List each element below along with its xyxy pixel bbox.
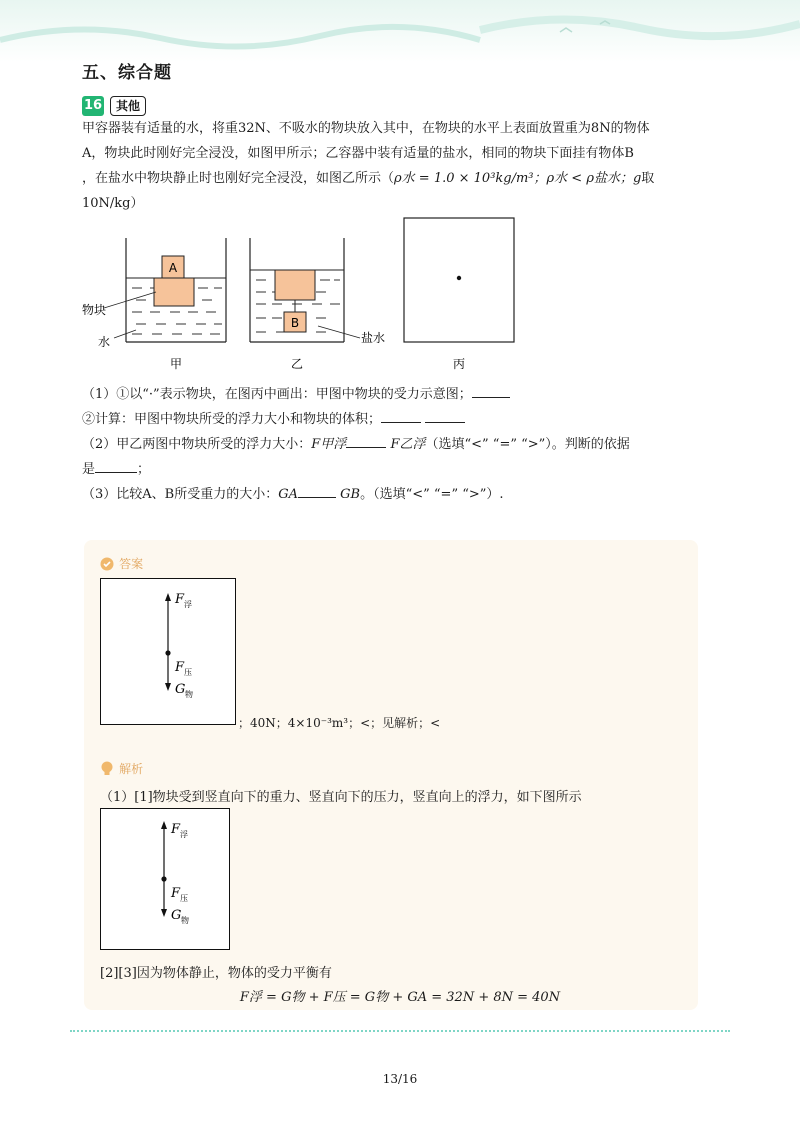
svg-text:压: 压 xyxy=(184,668,192,677)
question-figures xyxy=(80,212,540,372)
svg-text:压: 压 xyxy=(180,894,188,903)
svg-text:F: F xyxy=(175,592,185,607)
analysis-line-2: [2][3]因为物体静止，物体的受力平衡有 xyxy=(100,966,332,981)
svg-text:浮: 浮 xyxy=(180,830,188,839)
svg-text:丙: 丙 xyxy=(452,357,466,371)
question-tag: 其他 xyxy=(110,96,146,116)
svg-text:F: F xyxy=(171,822,181,837)
analysis-force-diagram xyxy=(100,808,230,950)
check-badge-icon xyxy=(100,557,114,571)
part-1b: ②计算：甲图中物块所受的浮力大小和物块的体积； xyxy=(82,407,722,432)
svg-text:盐水: 盐水 xyxy=(361,331,386,345)
part-2: （2）甲乙两图中物块所受的浮力大小：F甲浮 F乙浮（选填“<” “=” “>”）。判断的依据 xyxy=(82,432,722,457)
question-stem xyxy=(82,116,722,216)
page-number: 13/16 xyxy=(382,1072,418,1086)
analysis-line-1: （1）[1]物块受到竖直向下的重力、竖直向下的压力，竖直向上的浮力，如下图所示 xyxy=(100,790,582,805)
stem-line-1: 甲容器装有适量的水，将重32N、不吸水的物块放入其中，在物块的水平上表面放置重为8N的物体 xyxy=(82,121,650,136)
svg-text:物: 物 xyxy=(185,690,193,699)
svg-text:G: G xyxy=(171,908,182,923)
header-decoration xyxy=(0,0,800,62)
footer-divider xyxy=(70,1030,730,1032)
question-parts xyxy=(82,382,722,507)
answer-header: 答案 xyxy=(100,553,143,572)
svg-text:甲: 甲 xyxy=(169,357,183,371)
svg-text:乙: 乙 xyxy=(290,357,304,371)
lightbulb-icon xyxy=(100,761,114,777)
stem-line-2: A，物块此时刚好完全浸没，如图甲所示；乙容器中装有适量的盐水，相同的物块下面挂有物体B xyxy=(82,146,634,161)
part-2-line2: 是 ； xyxy=(82,457,722,482)
part-1a: （1）①以“·”表示物块，在图丙中画出：甲图中物块的受力示意图； xyxy=(82,382,722,407)
stem-formula: ρ水 = 1.0 × 10³kg/m³；ρ水 < ρ盐水；g xyxy=(394,171,642,186)
svg-text:物块: 物块 xyxy=(82,303,107,317)
container-yi xyxy=(250,238,385,371)
svg-text:F: F xyxy=(171,886,181,901)
container-jia xyxy=(82,238,226,371)
answer-force-diagram xyxy=(100,578,236,725)
analysis-header: 解析 xyxy=(100,758,143,777)
svg-text:水: 水 xyxy=(98,335,111,349)
stem-line-3: ，在盐水中物块静止时也刚好完全浸没，如图乙所示（ρ水 = 1.0 × 10³kg/m³；ρ水 < ρ盐水；g取 xyxy=(82,171,655,186)
box-bing xyxy=(404,218,514,371)
question-number-badge: 16 xyxy=(82,96,104,116)
svg-text:A: A xyxy=(168,261,178,275)
svg-text:F: F xyxy=(175,660,185,675)
svg-text:物: 物 xyxy=(181,916,189,925)
answer-summary: ；40N；4×10⁻³m³；<；见解析；< xyxy=(238,716,441,730)
analysis-equation: F浮 = G物 + F压 = G物 + GA = 32N + 8N = 40N xyxy=(239,990,561,1005)
part-3: （3）比较A、B所受重力的大小：GA GB。（选填“<” “=” “>”）. xyxy=(82,482,722,507)
svg-text:B: B xyxy=(290,316,300,330)
stem-line-4: 10N/kg） xyxy=(82,196,144,211)
section-title: 五、综合题 xyxy=(82,63,172,83)
svg-text:G: G xyxy=(175,682,186,697)
svg-text:浮: 浮 xyxy=(184,600,192,609)
